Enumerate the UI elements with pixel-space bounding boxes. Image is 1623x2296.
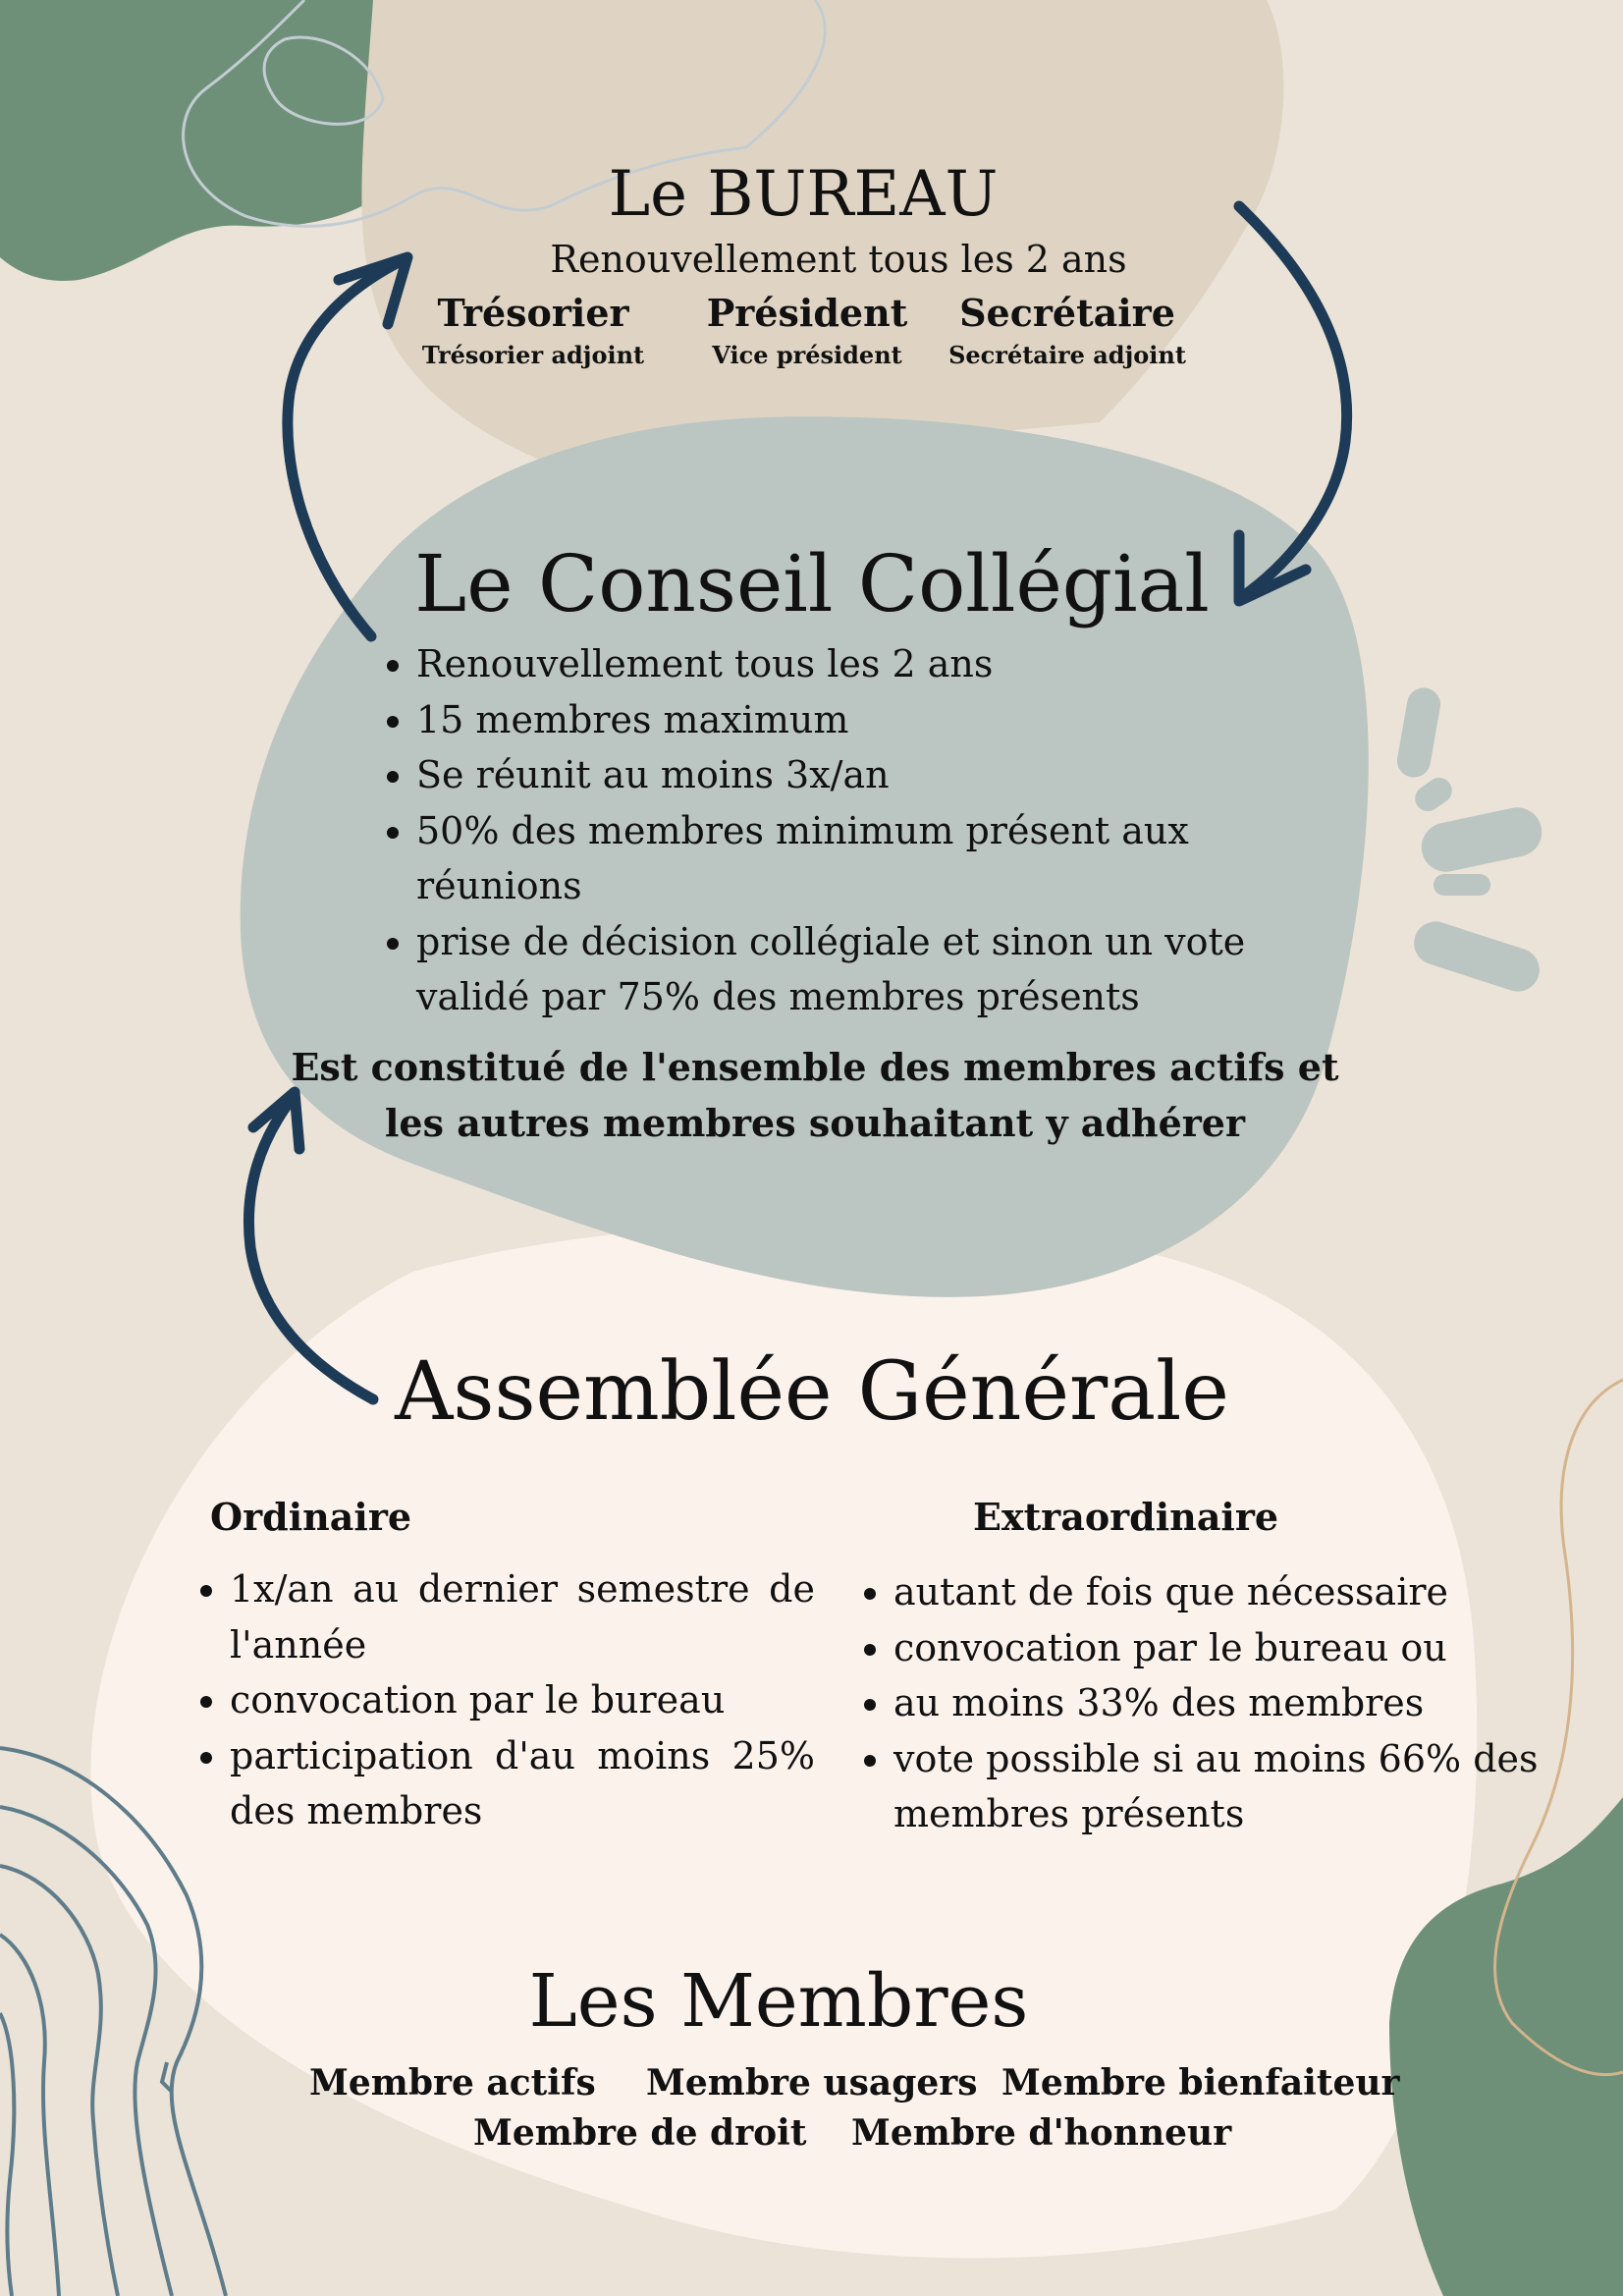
grey-dash-2 — [1410, 773, 1457, 816]
membre-type: Membre d'honneur — [851, 2112, 1232, 2154]
conseil-note: Est constitué de l'ensemble des membres actifs et les autres membres souhaitant y adhérer — [291, 1045, 1339, 1145]
list-item: • 15 membres maximum — [416, 692, 1261, 748]
list-item: • participation d'au moins 25% des membres — [230, 1728, 815, 1839]
grey-dash-4 — [1434, 874, 1490, 896]
bureau-role-president — [660, 290, 954, 372]
list-item: • convocation par le bureau ou — [893, 1620, 1561, 1676]
role-title: Trésorier — [437, 291, 629, 335]
ordinaire-heading: Ordinaire — [210, 1495, 412, 1539]
list-item: • convocation par le bureau — [230, 1672, 815, 1728]
membre-type: Membre bienfaiteur — [1001, 2062, 1400, 2104]
conseil-title: Le Conseil Collégial — [414, 538, 1210, 629]
bureau-title: Le BUREAU — [608, 158, 999, 231]
list-item: • prise de décision collégiale et sinon un vote validé par 75% des membres présents — [416, 914, 1261, 1025]
grey-dash-3 — [1417, 803, 1546, 877]
bureau-role-tresorier — [386, 290, 680, 372]
membre-type: Membre usagers — [646, 2062, 978, 2104]
list-item: • 1x/an au dernier semestre de l'année — [230, 1561, 815, 1672]
list-item: • vote possible si au moins 66% des membres présents — [893, 1731, 1561, 1842]
membres-title: Les Membres — [528, 1959, 1029, 2044]
list-item: • Se réunit au moins 3x/an — [416, 747, 1261, 803]
list-item: • 50% des membres minimum présent aux réunions — [416, 803, 1261, 914]
extraordinaire-list — [858, 1564, 1561, 1842]
membre-type: Membre actifs — [309, 2062, 596, 2104]
assemblee-title: Assemblée Générale — [395, 1345, 1229, 1439]
grey-dash-5 — [1408, 916, 1544, 998]
role-deputy: Vice président — [712, 341, 902, 369]
role-title: Secrétaire — [959, 291, 1175, 335]
bureau-role-secretaire — [920, 290, 1215, 372]
role-deputy: Trésorier adjoint — [421, 341, 645, 369]
bureau-subtitle: Renouvellement tous les 2 ans — [550, 238, 1127, 281]
list-item: • Renouvellement tous les 2 ans — [416, 636, 1261, 692]
grey-dash-1 — [1394, 685, 1442, 781]
extraordinaire-heading: Extraordinaire — [973, 1495, 1279, 1539]
ordinaire-list — [194, 1561, 815, 1839]
role-title: Président — [706, 291, 908, 335]
conseil-list — [373, 636, 1261, 1025]
membre-type: Membre de droit — [473, 2112, 807, 2154]
list-item: • au moins 33% des membres — [893, 1675, 1561, 1731]
list-item: • autant de fois que nécessaire — [893, 1564, 1561, 1620]
role-deputy: Secrétaire adjoint — [948, 341, 1186, 369]
